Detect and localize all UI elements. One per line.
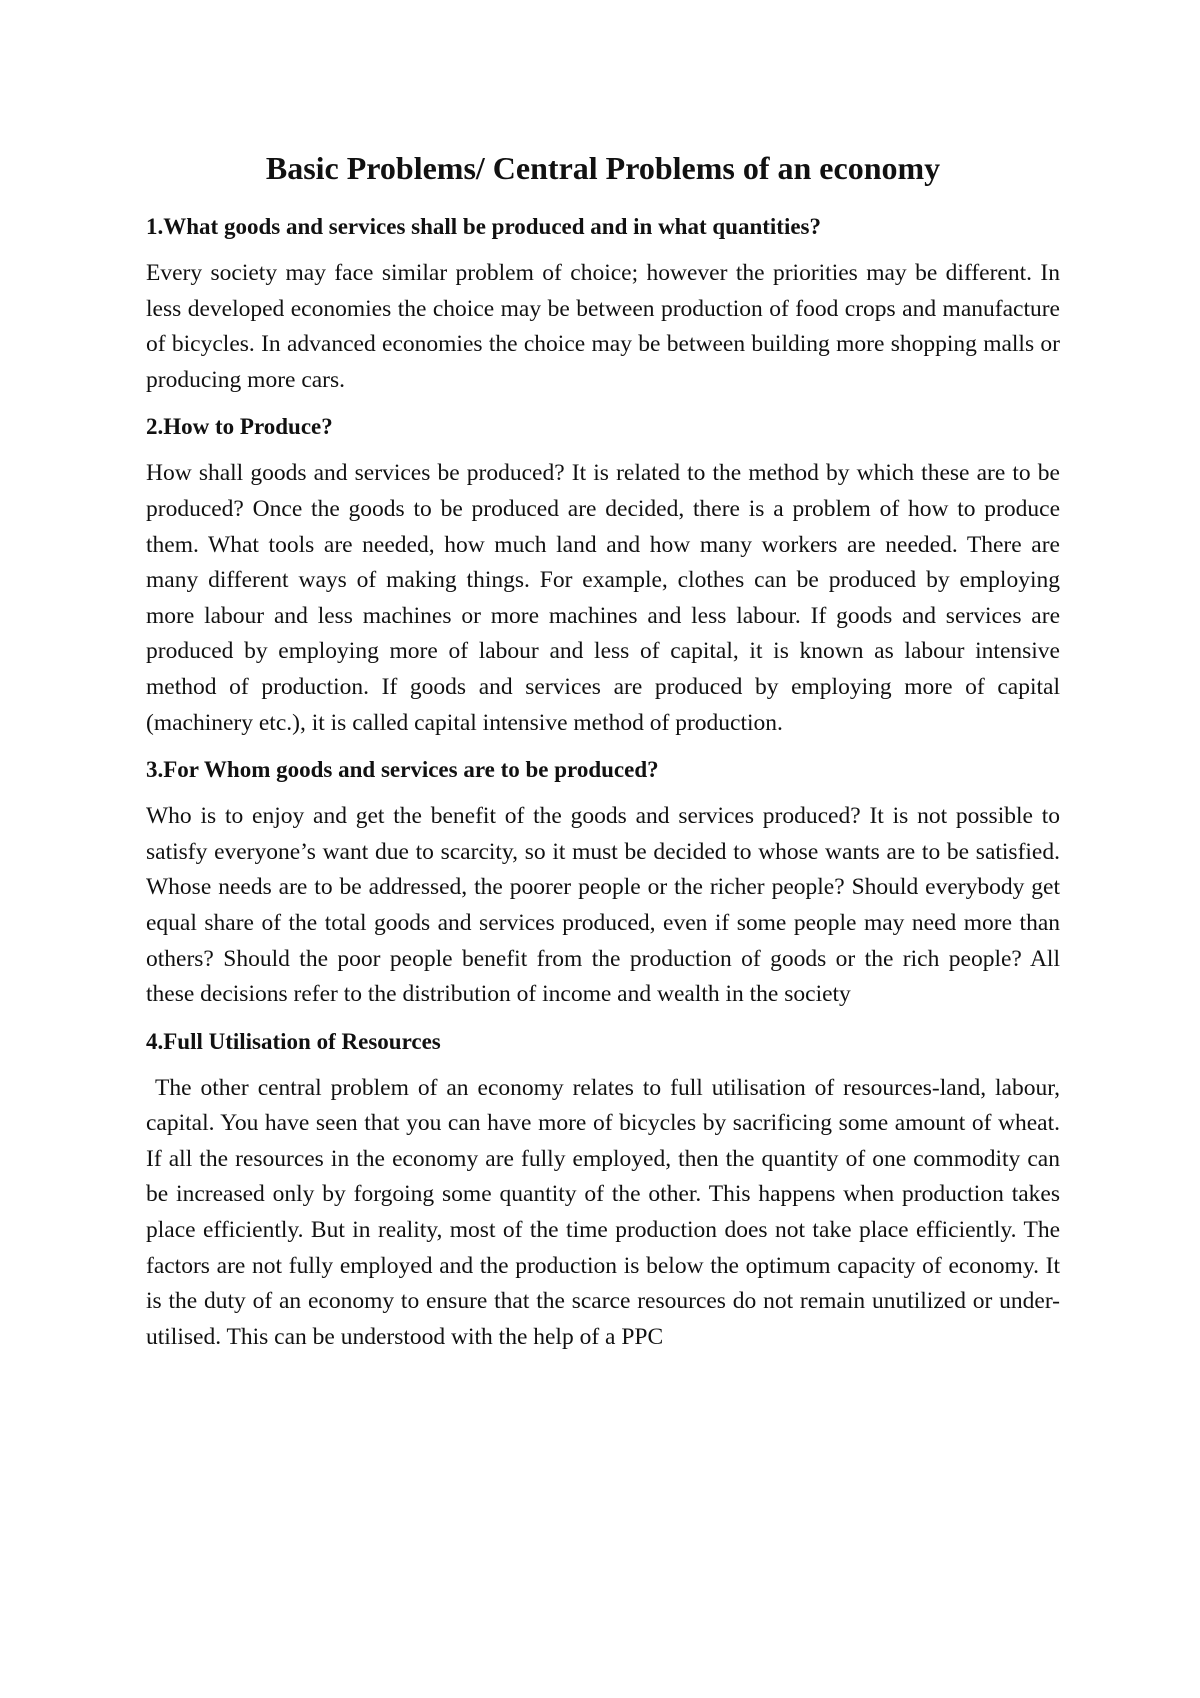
section-heading: 3.For Whom goods and services are to be produced?	[146, 757, 659, 783]
section-body: Every society may face similar problem of choice; however the priorities may be different. In less developed economies the choice may be between production of food crops and manufacture of bicycles. In advanced economies the choice may be between building more shopping malls or producing more cars.	[146, 260, 1060, 393]
section-body: How shall goods and services be produced? It is related to the method by which these are to be produced? Once the goods to be produced are decided, there is a problem of how to produce them. What tools are needed, how much land and how many workers are needed. There are many different ways of making things. For example, clothes can be produced by employing more labour and less machines or more machines and less labour. If goods and services are produced by employing more of labour and less of capital, it is known as labour intensive method of production. If goods and services are produced by employing more of capital (machinery etc.), it is called capital intensive method of production.	[146, 460, 1060, 736]
document-page	[146, 130, 1066, 1369]
section-full-utilisation	[146, 1027, 1066, 1356]
section-body: The other central problem of an economy relates to full utilisation of resources-land, labour, capital. You have seen that you can have more of bicycles by sacrificing some amount of wheat. If all the resources in the economy are fully employed, then the quantity of one commodity can be increased only by forgoing some quantity of the other. This happens when production takes place efficiently. But in reality, most of the time production does not take place efficiently. The factors are not fully employed and the production is below the optimum capacity of economy. It is the duty of an economy to ensure that the scarce resources do not remain unutilized or under-utilised. This can be understood with the help of a PPC	[146, 1074, 1066, 1350]
section-heading: 4.Full Utilisation of Resources	[146, 1028, 441, 1054]
section-body: Who is to enjoy and get the benefit of the goods and services produced? It is not possible to satisfy everyone’s want due to scarcity, so it must be decided to whose wants are to be satisfied. Whose needs are to be addressed, the poorer people or the richer people? Should everybody get equal share of the total goods and services produced, even if some people may need more than others? Should the poor people benefit from the production of goods or the rich people? All these decisions refer to the distribution of income and wealth in the society	[146, 803, 1060, 1008]
page-title: Basic Problems/ Central Problems of an economy	[265, 150, 941, 186]
section-how-to-produce	[146, 412, 1060, 741]
section-what-to-produce	[146, 212, 1060, 398]
section-heading: 2.How to Produce?	[146, 414, 333, 440]
section-heading: 1.What goods and services shall be produced and in what quantities?	[146, 214, 822, 239]
section-for-whom	[146, 755, 1060, 1013]
